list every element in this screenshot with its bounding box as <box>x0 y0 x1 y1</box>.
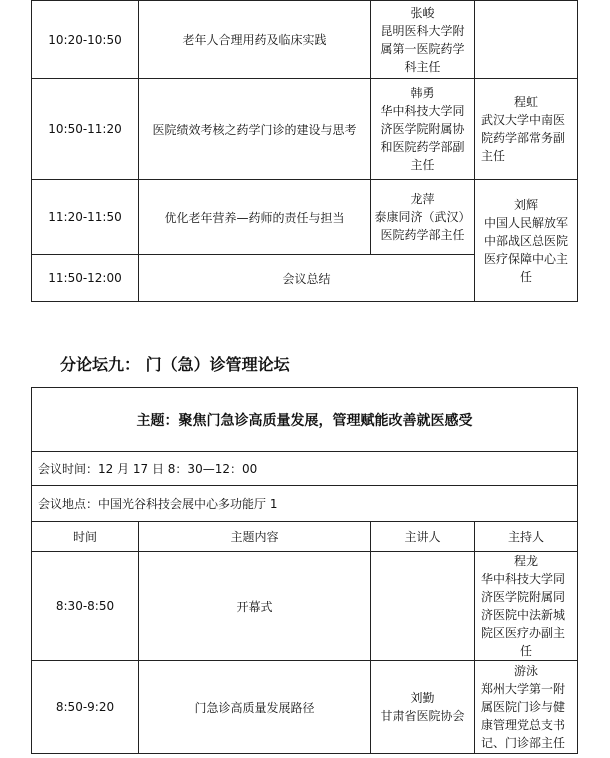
host-title-line: 郑州大学第一附 <box>481 682 566 696</box>
speaker-title-line: 主任 <box>410 158 435 172</box>
info-row <box>32 452 578 486</box>
time-cell: 8:30-8:50 <box>32 552 139 661</box>
speaker-title-line: 和医院药学部副 <box>380 140 465 154</box>
host-title-line: 中国人民解放军 <box>483 215 568 230</box>
header-row <box>32 522 578 552</box>
host-cell-empty <box>475 1 578 79</box>
host-title-line: 主任 <box>481 149 506 163</box>
speaker-cell <box>371 1 475 79</box>
host-title-line: 医疗保障中心主 <box>483 251 568 266</box>
table-row <box>32 180 578 255</box>
host-title-line: 任 <box>519 269 532 284</box>
host-cell <box>475 79 578 180</box>
header-time: 时间 <box>32 522 139 552</box>
host-title-line: 武汉大学中南医 <box>481 113 566 127</box>
speaker-title-line: 医院药学部主任 <box>380 228 465 242</box>
host-name: 程龙 <box>513 554 538 568</box>
topic-cell: 开幕式 <box>139 552 371 661</box>
topic-cell: 会议总结 <box>139 255 475 302</box>
header-speaker: 主讲人 <box>371 522 475 552</box>
topic-cell: 门急诊高质量发展路径 <box>139 661 371 754</box>
section-title: 分论坛九： 门（急）诊管理论坛 <box>60 355 290 374</box>
table-row <box>32 1 578 79</box>
speaker-title-line: 属第一医院药学 <box>380 41 465 56</box>
host-title-line: 中部战区总医院 <box>483 233 568 248</box>
schedule-table-top <box>31 0 578 302</box>
schedule-table-forum-9 <box>31 387 578 754</box>
topic-cell: 老年人合理用药及临床实践 <box>139 1 371 79</box>
host-name: 游泳 <box>513 664 538 678</box>
host-title-line: 记、门诊部主任 <box>481 736 566 750</box>
speaker-title-line: 甘肃省医院协会 <box>380 709 465 723</box>
info-row <box>32 486 578 522</box>
speaker-title-line: 华中科技大学同 <box>380 104 465 118</box>
host-title-line: 华中科技大学同 <box>481 572 566 586</box>
time-cell: 10:20-10:50 <box>32 1 139 79</box>
time-cell: 11:50-12:00 <box>32 255 139 302</box>
speaker-title-line: 科主任 <box>404 59 441 74</box>
table-row <box>32 552 578 661</box>
speaker-cell-empty <box>371 552 475 661</box>
host-cell <box>475 661 578 754</box>
table-row <box>32 79 578 180</box>
host-title-line: 康管理党总支书 <box>481 718 566 732</box>
topic-cell: 医院绩效考核之药学门诊的建设与思考 <box>139 79 371 180</box>
speaker-cell <box>371 661 475 754</box>
header-host: 主持人 <box>475 522 578 552</box>
speaker-name: 刘勤 <box>410 691 435 705</box>
time-cell: 8:50-9:20 <box>32 661 139 754</box>
host-title-line: 任 <box>519 644 532 658</box>
forum-theme: 主题：聚焦门急诊高质量发展，管理赋能改善就医感受 <box>32 388 578 452</box>
speaker-cell <box>371 79 475 180</box>
meeting-place: 会议地点：中国光谷科技会展中心多功能厅 1 <box>32 486 578 522</box>
time-cell: 11:20-11:50 <box>32 180 139 255</box>
host-title-line: 院区医疗办副主 <box>481 626 566 640</box>
table-row <box>32 661 578 754</box>
host-title-line: 济医学院附属同 <box>481 590 566 604</box>
host-cell <box>475 180 578 302</box>
speaker-title-line: 泰康同济（武汉） <box>374 210 471 224</box>
time-cell: 10:50-11:20 <box>32 79 139 180</box>
host-title-line: 济医院中法新城 <box>481 608 566 622</box>
host-title-line: 属医院门诊与健 <box>481 700 566 714</box>
host-name: 程虹 <box>513 95 538 109</box>
speaker-title-line: 济医学院附属协 <box>380 122 465 136</box>
speaker-name: 张峻 <box>410 5 435 20</box>
speaker-title-line: 昆明医科大学附 <box>380 23 465 38</box>
speaker-cell <box>371 180 475 255</box>
host-name: 刘辉 <box>513 197 538 212</box>
speaker-name: 龙萍 <box>410 192 435 206</box>
theme-row <box>32 388 578 452</box>
host-cell <box>475 552 578 661</box>
header-topic: 主题内容 <box>139 522 371 552</box>
topic-cell: 优化老年营养—药师的责任与担当 <box>139 180 371 255</box>
host-title-line: 院药学部常务副 <box>481 131 566 145</box>
speaker-name: 韩勇 <box>410 86 435 100</box>
meeting-time: 会议时间：12 月 17 日 8：30—12：00 <box>32 452 578 486</box>
